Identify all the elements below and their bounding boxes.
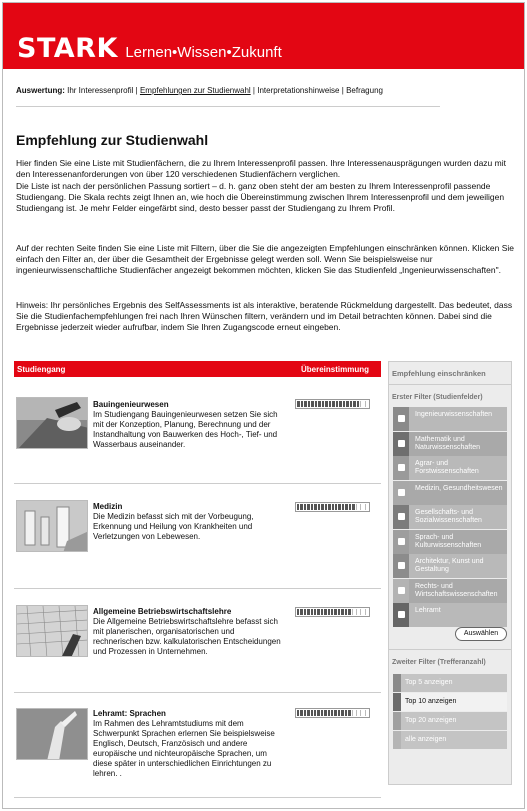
meter-segment — [339, 401, 342, 407]
nav-item-interpretation[interactable]: Interpretationshinweise — [257, 86, 340, 95]
checkbox-icon[interactable] — [398, 440, 405, 447]
checkbox-icon[interactable] — [398, 415, 405, 422]
meter-segment — [311, 401, 314, 407]
meter-segment — [321, 609, 323, 615]
filter1-title: Erster Filter (Studienfelder) — [392, 394, 483, 401]
checkbox-icon[interactable] — [398, 587, 405, 594]
meter-segment — [328, 609, 330, 615]
meter-segment — [353, 401, 356, 407]
filter1-option[interactable] — [393, 603, 507, 627]
teaching-photo — [17, 709, 88, 760]
filter2-option-label: Top 20 anzeigen — [405, 717, 457, 724]
meter-segment — [338, 609, 340, 615]
brand-header — [3, 3, 524, 69]
filter2-option[interactable] — [393, 731, 507, 749]
meter-segment — [297, 504, 299, 510]
filter1-option-label: Sprach- und Kulturwissenschaften — [415, 533, 482, 549]
filter-sidebar — [388, 361, 512, 785]
meter-segment — [341, 710, 343, 716]
stark-logo[interactable] — [17, 33, 282, 64]
meter-segment — [325, 401, 328, 407]
nav-separator: | — [341, 86, 344, 95]
meter-segment — [335, 504, 337, 510]
meter-segment — [348, 609, 350, 615]
filter2-swatch — [393, 731, 401, 749]
filter1-option-label: Gesellschafts- und Sozialwissenschaften — [415, 509, 482, 524]
filter1-option[interactable] — [393, 456, 507, 480]
construction-photo — [17, 398, 88, 449]
meter-segment — [314, 609, 316, 615]
meter-segment — [356, 710, 359, 716]
meter-segment — [338, 504, 340, 510]
nav-label: Auswertung: — [16, 86, 65, 95]
filter2-title: Zweiter Filter (Trefferanzahl) — [392, 659, 486, 666]
meter-segment — [311, 710, 313, 716]
intro-paragraph-2: Die Liste ist nach der persönlichen Passung sortiert – d. h. ganz oben steht der am besten zu Ihrem Interessenprofil passende Studiengang. Die Skala rechts zeigt Ihnen an, wie hoch die Übereinstimmung zwischen Ihrem Interessenprofil und dem jeweiligen Studiengang ist. Je mehr Felder eingefärbt sind, desto besser passt der Studiengang zu Ihrem Profil. — [16, 181, 505, 213]
filter2-option[interactable] — [393, 712, 507, 730]
meter-segment — [365, 504, 368, 510]
meter-segment — [322, 401, 325, 407]
meter-segment — [318, 504, 320, 510]
filter2-swatch — [393, 674, 401, 692]
filter1-option[interactable] — [393, 481, 507, 505]
meter-segment — [301, 401, 304, 407]
meter-segment — [300, 609, 302, 615]
sidebar-title: Empfehlung einschränken — [392, 369, 486, 378]
meter-segment — [360, 504, 363, 510]
row-divider — [14, 797, 381, 798]
row-divider — [14, 692, 381, 693]
sidebar-divider — [389, 384, 511, 385]
filter1-option-label: Agrar- und Forstwissenschaften — [415, 460, 479, 475]
row-thumbnail[interactable] — [16, 397, 88, 449]
course-description: Im Studiengang Bauingenieurwesen setzen Sie sich mit der Konzeption, Planung, Berechnung und der Instandhaltung von Bauwerken des Hoch-, Tief- und Wasserbaus auseinander. — [93, 410, 278, 449]
meter-segment — [352, 504, 354, 510]
intro-paragraph-3: Auf der rechten Seite finden Sie eine Liste mit Filtern, über die Sie die angezeigten Empfehlungen einschränken können. Klicken Sie einfach den Filter an, der über die Gesamtheit der Ergebnisse gelegt werden soll. Wenn Sie beispielsweise nur ingenieurwissenschaftliche Studienfächer angezeigt bekommen möchten, klicken Sie das Studienfeld „Ingenieurwissenschaften". — [16, 243, 515, 275]
meter-segment — [311, 504, 313, 510]
page-title: Empfehlung zur Studienwahl — [16, 132, 209, 148]
checkbox-icon[interactable] — [398, 611, 405, 618]
filter2-option-label: Top 5 anzeigen — [405, 679, 453, 686]
meter-segment — [304, 609, 306, 615]
checkbox-icon[interactable] — [398, 562, 405, 569]
filter1-option[interactable] — [393, 407, 507, 431]
meter-segment — [304, 401, 307, 407]
meter-segment — [331, 609, 333, 615]
course-description: Die Allgemeine Betriebswirtschaftslehre befasst sich mit planerischen, organisatorischen und rechnerischen bzw. kalkulatorischen Entscheidungen und Prozessen in Unternehmen. — [93, 617, 281, 656]
filter2-option[interactable] — [393, 693, 507, 711]
meter-segment — [352, 710, 355, 716]
meter-segment — [317, 710, 319, 716]
sidebar-divider — [389, 649, 511, 650]
nav-separator: | — [135, 86, 138, 95]
course-title[interactable]: Allgemeine Betriebswirtschaftslehre — [93, 607, 232, 616]
filter1-option-label: Rechts- und Wirtschaftswissenschaften — [415, 582, 498, 598]
meter-segment — [365, 401, 369, 407]
meter-segment — [307, 504, 309, 510]
meter-segment — [360, 609, 363, 615]
filter1-option[interactable] — [393, 530, 507, 554]
meter-segment — [328, 710, 330, 716]
meter-segment — [350, 401, 353, 407]
meter-segment — [365, 609, 368, 615]
course-title[interactable]: Lehramt: Sprachen — [93, 709, 166, 718]
filter1-option[interactable] — [393, 505, 507, 529]
row-thumbnail[interactable] — [16, 500, 88, 552]
match-meter — [295, 399, 370, 409]
medicine-photo — [17, 501, 88, 552]
meter-segment — [314, 710, 316, 716]
results-table-header — [14, 361, 381, 377]
meter-segment — [336, 401, 339, 407]
meter-segment — [321, 504, 323, 510]
filter1-option-label: Medizin, Gesundheitswesen — [415, 484, 503, 492]
meter-segment — [332, 504, 334, 510]
meter-segment — [307, 710, 309, 716]
meter-segment — [342, 504, 344, 510]
meter-segment — [297, 401, 300, 407]
meter-segment — [345, 609, 347, 615]
meter-segment — [314, 504, 316, 510]
nav-item-recommendations[interactable]: Empfehlungen zur Studienwahl — [139, 86, 251, 95]
meter-segment — [365, 710, 368, 716]
nav-divider — [16, 106, 440, 107]
business-photo — [17, 606, 88, 657]
checkbox-icon[interactable] — [398, 513, 405, 520]
intro-paragraph-4: Hinweis: Ihr persönliches Ergebnis des SelfAssessments ist als interaktive, beratende Rückmeldung dargestellt. Das bedeutet, dass Sie die Studienfachempfehlungen frei nach Ihren Wünschen filtern, verändern und im Detail betrachten können. Dabei sind die Ergebnisse jederzeit wieder aufrufbar, indem Sie Ihren Zugangscode erneut eingeben. — [16, 300, 513, 332]
row-thumbnail[interactable] — [16, 605, 88, 657]
meter-segment — [356, 609, 359, 615]
meter-segment — [317, 609, 319, 615]
row-divider — [14, 588, 381, 589]
nav-item-survey[interactable]: Befragung — [346, 86, 383, 95]
filter1-option-label: Ingenieurwissenschaften — [415, 411, 493, 418]
course-description: Im Rahmen des Lehramtstudiums mit dem Schwerpunkt Sprachen erlernen Sie beispielsweise Englisch, Deutsch, Französisch und andere europäische und nichteuropäische Sprachen, um diese später in unterschiedlichen Einrichtungen zu lehren. . — [93, 719, 275, 778]
meter-segment — [315, 401, 318, 407]
meter-segment — [324, 609, 326, 615]
logo-brand: STARK — [17, 33, 118, 64]
meter-segment — [300, 504, 302, 510]
meter-segment — [311, 609, 313, 615]
meter-segment — [304, 710, 306, 716]
filter1-option-label: Architektur, Kunst und Gestaltung — [415, 558, 484, 573]
checkbox-icon[interactable] — [398, 464, 405, 471]
filter1-option-label: Lehramt — [415, 607, 441, 614]
meter-segment — [356, 504, 359, 510]
filter2-option-label: Top 10 anzeigen — [405, 698, 457, 705]
meter-segment — [324, 710, 326, 716]
meter-segment — [297, 710, 299, 716]
result-nav — [16, 86, 383, 95]
meter-segment — [334, 710, 336, 716]
meter-segment — [325, 504, 327, 510]
checkbox-icon[interactable] — [398, 538, 405, 545]
nav-separator: | — [252, 86, 255, 95]
filter1-option[interactable] — [393, 432, 507, 456]
row-divider — [14, 483, 381, 484]
column-course: Studiengang — [17, 365, 66, 374]
meter-segment — [307, 609, 309, 615]
filter1-option[interactable] — [393, 579, 507, 603]
meter-segment — [318, 401, 321, 407]
course-title[interactable]: Medizin — [93, 502, 123, 511]
meter-segment — [334, 609, 336, 615]
intro-paragraph-1: Hier finden Sie eine Liste mit Studienfächern, die zu Ihrem Interessenprofil passen. Ihre Interessenausprägungen wurden dazu mit den Interessenanforderungen von über 120 verschiedenen Studienfächern verglichen. — [16, 158, 506, 179]
filter2-option[interactable] — [393, 674, 507, 692]
match-meter — [295, 502, 370, 512]
meter-segment — [349, 504, 351, 510]
filter1-option[interactable] — [393, 554, 507, 578]
meter-segment — [331, 710, 333, 716]
row-thumbnail[interactable] — [16, 708, 88, 760]
filter2-swatch — [393, 712, 401, 730]
meter-segment — [352, 609, 355, 615]
meter-segment — [332, 401, 335, 407]
checkbox-icon[interactable] — [398, 489, 405, 496]
meter-segment — [300, 710, 302, 716]
meter-segment — [304, 504, 306, 510]
meter-segment — [329, 401, 332, 407]
match-meter — [295, 708, 370, 718]
logo-tagline: Lernen•Wissen•Zukunft — [125, 44, 282, 61]
match-meter — [295, 607, 370, 617]
meter-segment — [348, 710, 350, 716]
meter-segment — [308, 401, 311, 407]
meter-segment — [297, 609, 299, 615]
column-match: Übereinstimmung — [300, 365, 369, 374]
meter-segment — [357, 401, 360, 407]
filter1-option-label: Mathematik und Naturwissenschaften — [415, 435, 480, 451]
meter-segment — [345, 504, 347, 510]
nav-item-profile[interactable]: Ihr Interessenprofil — [67, 86, 134, 95]
meter-segment — [328, 504, 330, 510]
meter-segment — [345, 710, 347, 716]
meter-segment — [338, 710, 340, 716]
filter2-option-label: alle anzeigen — [405, 736, 447, 743]
meter-segment — [360, 710, 363, 716]
filter2-swatch — [393, 693, 401, 711]
meter-segment — [346, 401, 349, 407]
apply-filter-button[interactable]: Auswählen — [455, 627, 507, 641]
meter-segment — [360, 401, 364, 407]
course-description: Die Medizin befasst sich mit der Vorbeugung, Erkennung und Heilung von Krankheiten und Verletzungen von Lebewesen. — [93, 512, 254, 541]
meter-segment — [321, 710, 323, 716]
meter-segment — [343, 401, 346, 407]
meter-segment — [341, 609, 343, 615]
course-title[interactable]: Bauingenieurwesen — [93, 400, 169, 409]
